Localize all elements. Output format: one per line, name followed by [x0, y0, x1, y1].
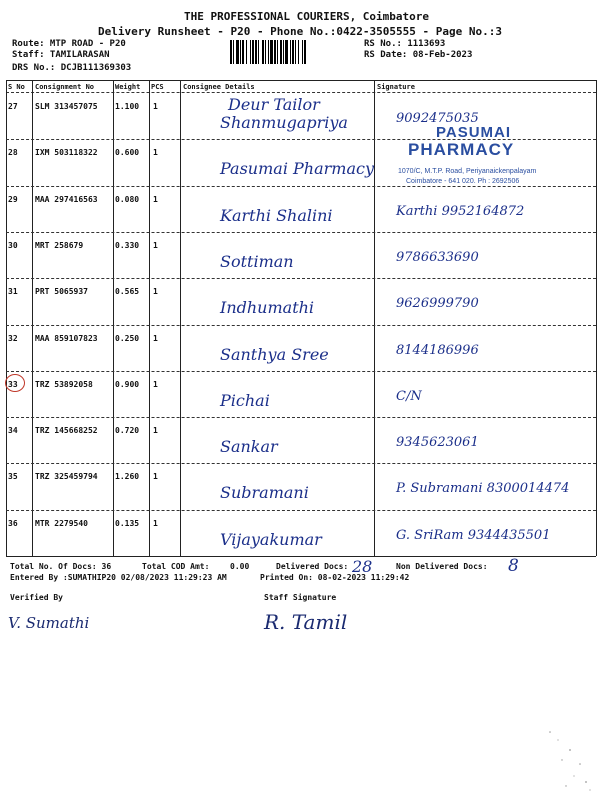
printed-on: Printed On: 08-02-2023 11:29:42: [260, 573, 410, 582]
entered-by: Entered By :SUMATHIP20 02/08/2023 11:29:23 AM: [10, 573, 227, 582]
row-divider: [6, 371, 596, 372]
col-weight: Weight: [115, 83, 141, 91]
row-consignee-name: Subramani: [220, 483, 309, 503]
barcode-bar: [240, 40, 241, 64]
row-weight: 0.720: [115, 426, 140, 436]
col-consignment: Consignment No: [35, 83, 95, 91]
row-sno: 36: [8, 518, 18, 528]
barcode-bar: [270, 40, 273, 64]
row-sno: 29: [8, 194, 18, 204]
row-weight: 0.330: [115, 240, 140, 250]
row-weight: 0.565: [115, 287, 140, 297]
row-signature: 8144186996: [396, 342, 479, 358]
barcode-bar: [268, 40, 269, 64]
barcode-bar: [292, 40, 294, 64]
row-divider: [6, 325, 596, 326]
row-pcs: 1: [153, 379, 158, 389]
row-consignment-no: MAA 859107823: [35, 333, 98, 343]
row-sno: 32: [8, 333, 18, 343]
row-sno: 30: [8, 240, 18, 250]
row-divider: [6, 232, 596, 233]
barcode-bar: [277, 40, 278, 64]
row-pcs: 1: [153, 240, 158, 250]
row-divider: [6, 510, 596, 511]
col-consignee: Consignee Details: [183, 83, 255, 91]
delivered-label: Delivered Docs:: [276, 562, 349, 571]
row-divider: [6, 463, 596, 464]
row-consignment-no: PRT 5065937: [35, 287, 88, 297]
row-consignee-name: Pasumai Pharmacy: [220, 159, 374, 179]
row-consignment-no: MTR 2279540: [35, 518, 88, 528]
row-sno: 35: [8, 472, 18, 482]
barcode-bar: [274, 40, 276, 64]
barcode-bar: [252, 40, 254, 64]
row-weight: 0.600: [115, 148, 140, 158]
stamp-line4: Coimbatore - 641 020. Ph : 2692506: [406, 178, 520, 185]
non-delivered-count: 8: [508, 556, 519, 576]
row-signature: P. Subramani 8300014474: [396, 481, 570, 497]
barcode-bar: [283, 40, 284, 64]
row-signature: 9092475035: [396, 111, 479, 126]
row-consignment-no: MAA 297416563: [35, 194, 98, 204]
row-sno: 34: [8, 426, 18, 436]
row-sno: 27: [8, 102, 18, 111]
row-signature: 9626999790: [396, 296, 479, 312]
staff-label: Staff: TAMILARASAN: [12, 50, 110, 60]
header-divider: [6, 92, 596, 93]
barcode-bar: [302, 40, 303, 64]
barcode-bar: [290, 40, 291, 64]
row-pcs: 1: [153, 287, 158, 297]
row-signature: 9786633690: [396, 249, 479, 265]
total-docs: Total No. Of Docs: 36: [10, 562, 112, 571]
barcode-bar: [285, 40, 288, 64]
row-consignee-name: Vijayakumar: [220, 529, 322, 549]
barcode-bar: [236, 40, 239, 64]
stamp-line3: 1070/C, M.T.P. Road, Periyanaickenpalayam: [398, 168, 537, 175]
table-top-border: [6, 80, 596, 81]
row-signature: G. SriRam 9344435501: [396, 527, 551, 543]
barcode-bar: [258, 40, 259, 64]
route-label: Route: MTP ROAD - P20: [12, 39, 126, 49]
row-weight: 1.100: [115, 102, 140, 111]
row-weight: 0.250: [115, 333, 140, 343]
row-divider: [6, 417, 596, 418]
col-signature: Signature: [377, 83, 415, 91]
company-title: THE PROFESSIONAL COURIERS, Coimbatore: [184, 10, 430, 23]
row-consignment-no: MRT 258679: [35, 240, 84, 250]
pharmacy-stamp: [398, 122, 588, 192]
delivered-count: 28: [352, 557, 373, 576]
rs-number: RS No.: 1113693: [364, 39, 446, 49]
row-consignee-name: Shanmugapriya: [220, 113, 348, 132]
barcode-bar: [295, 40, 296, 64]
barcode-bar: [280, 40, 282, 64]
row-consignee-name: Santhya Sree: [220, 344, 329, 364]
row-consignment-no: IXM 503118322: [35, 148, 98, 158]
row-signature: 9345623061: [396, 435, 479, 451]
barcode-bar: [304, 40, 306, 64]
verified-by-signature: V. Sumathi: [8, 614, 90, 632]
stamp-line2: PHARMACY: [408, 140, 515, 159]
barcode-bar: [246, 40, 247, 64]
barcode-bar: [262, 40, 264, 64]
staff-signature: R. Tamil: [264, 610, 348, 634]
stamp-line1: PASUMAI: [436, 124, 512, 141]
row-consignee-name: Karthi Shalini: [220, 205, 333, 225]
runsheet-title: Delivery Runsheet - P20 - Phone No.:0422-3505555 - Page No.:3: [98, 25, 502, 38]
total-cod-label: Total COD Amt:: [142, 562, 210, 571]
drs-label: DRS No.: DCJB111369303: [12, 63, 132, 73]
row-consignment-no: TRZ 325459794: [35, 472, 98, 482]
row-consignee-name: Indhumathi: [220, 298, 315, 318]
barcode-bar: [255, 40, 257, 64]
row-signature: C/N: [396, 388, 422, 404]
rs-date: RS Date: 08-Feb-2023: [364, 50, 473, 60]
row-sno: 28: [8, 148, 18, 158]
row-consignee-line1: Deur Tailor: [228, 95, 320, 114]
row-sno: 33: [8, 379, 18, 389]
barcode-bar: [233, 40, 234, 64]
row-weight: 0.080: [115, 194, 140, 204]
row-weight: 0.135: [115, 518, 140, 528]
barcode-bar: [230, 40, 232, 64]
non-delivered-label: Non Delivered Docs:: [396, 562, 488, 571]
row-sno: 31: [8, 287, 18, 297]
barcode-bar: [298, 40, 299, 64]
row-consignee-name: Sankar: [220, 437, 278, 457]
row-consignment-no: SLM 313457075: [35, 102, 98, 111]
row-pcs: 1: [153, 518, 158, 528]
row-signature: Karthi 9952164872: [396, 203, 525, 219]
row-pcs: 1: [153, 148, 158, 158]
row-consignment-no: TRZ 53892058: [35, 379, 93, 389]
staff-signature-label: Staff Signature: [264, 593, 337, 602]
col-sno: S No: [8, 83, 25, 91]
row-divider: [6, 278, 596, 279]
row-pcs: 1: [153, 194, 158, 204]
col-pcs: PCS: [151, 83, 164, 91]
row-consignee-name: Pichai: [220, 390, 270, 410]
barcode-bar: [265, 40, 266, 64]
barcode: [230, 40, 358, 64]
row-pcs: 1: [153, 426, 158, 436]
scan-noise: [540, 720, 596, 796]
row-pcs: 1: [153, 472, 158, 482]
total-cod-value: 0.00: [230, 562, 250, 571]
row-pcs: 1: [153, 102, 158, 111]
row-pcs: 1: [153, 333, 158, 343]
row-consignee-name: Sottiman: [220, 251, 294, 271]
row-33-circle-mark: [5, 374, 25, 392]
row-weight: 0.900: [115, 379, 140, 389]
barcode-bar: [250, 40, 251, 64]
row-consignment-no: TRZ 145668252: [35, 426, 98, 436]
verified-by-label: Verified By: [10, 593, 63, 602]
barcode-bar: [242, 40, 244, 64]
row-weight: 1.260: [115, 472, 140, 482]
